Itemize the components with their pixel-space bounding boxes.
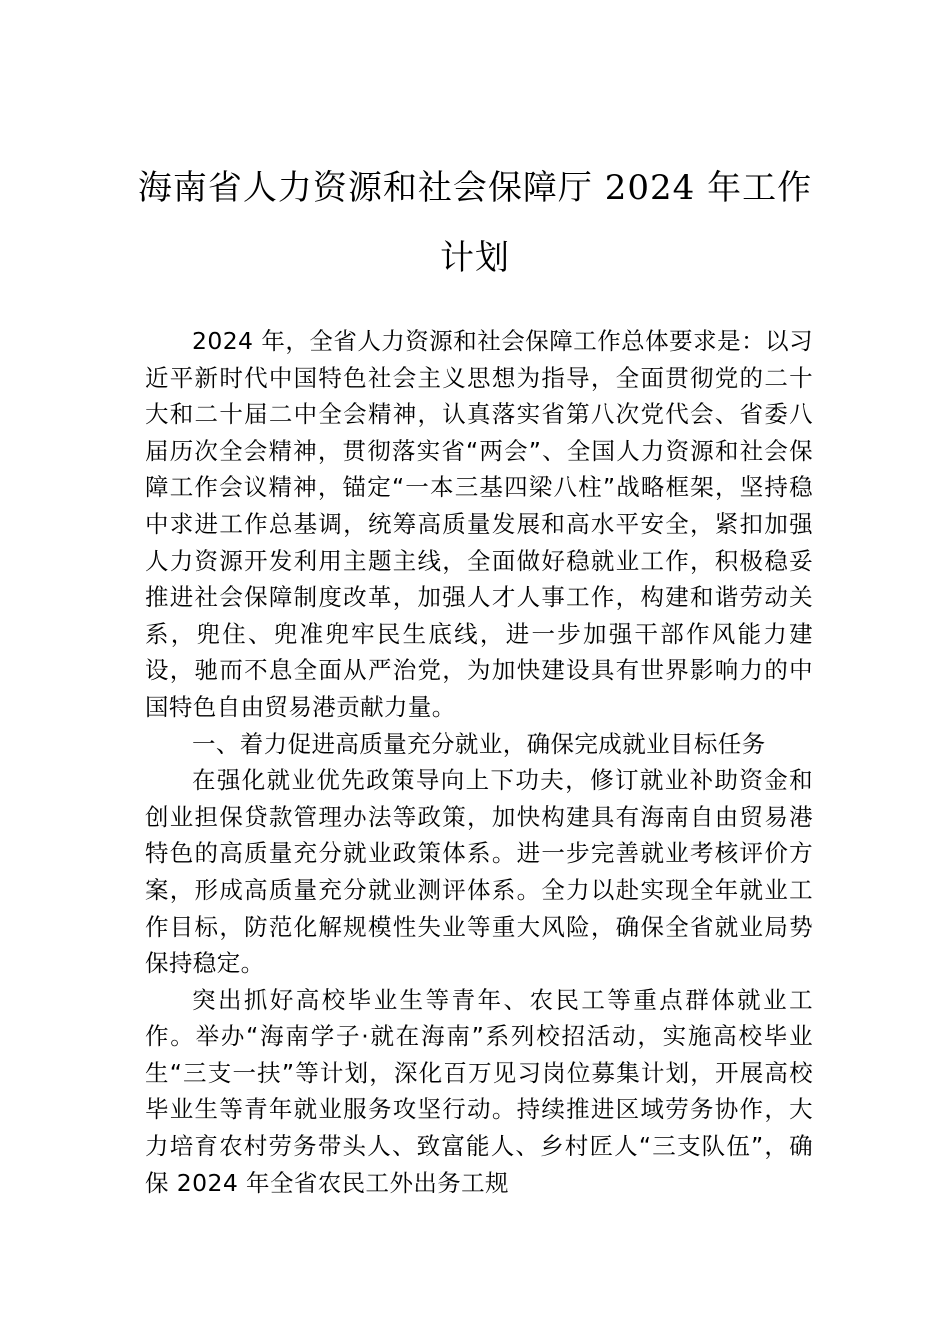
document-title-line-2: 计划 xyxy=(440,238,510,278)
paragraph-key-groups: 突出抓好高校毕业生等青年、农民工等重点群体就业工作。举办“海南学子·就在海南”系列校招活动，实施高校毕业生“三支一扶”等计划，深化百万见习岗位募集计划，开展高校毕业生等青年就业服务攻坚行动。持续推进区域劳务协作，大力培育农村劳务带头人、致富能人、乡村匠人“三支队伍”，确保 2024 年全省农民工外出务工规 xyxy=(145,985,813,1197)
paragraph-employment-policy: 在强化就业优先政策导向上下功夫，修订就业补助资金和创业担保贷款管理办法等政策，加快构建具有海南自由贸易港特色的高质量充分就业政策体系。进一步完善就业考核评价方案，形成高质量充分就业测评体系。全力以赴实现全年就业工作目标，防范化解规模性失业等重大风险，确保全省就业局势保持稳定。 xyxy=(145,766,813,978)
paragraph-overview: 2024 年，全省人力资源和社会保障工作总体要求是：以习近平新时代中国特色社会主义思想为指导，全面贯彻党的二十大和二十届二中全会精神，认真落实省第八次党代会、省委八届历次全会精神，贯彻落实省“两会”、全国人力资源和社会保障工作会议精神，锚定“一本三基四梁八柱”战略框架，坚持稳中求进工作总基调，统筹高质量发展和高水平安全，紧扣加强人力资源开发利用主题主线，全面做好稳就业工作，积极稳妥推进社会保障制度改革，加强人才人事工作，构建和谐劳动关系，兜住、兜准兜牢民生底线，进一步加强干部作风能力建设，驰而不息全面从严治党，为加快建设具有世界影响力的中国特色自由贸易港贡献力量。 xyxy=(145,327,813,721)
document-title-line-1: 海南省人力资源和社会保障厅 2024 年工作 xyxy=(137,168,813,208)
section-heading-1: 一、着力促进高质量充分就业，确保完成就业目标任务 xyxy=(192,729,766,758)
document-body xyxy=(145,323,813,1201)
